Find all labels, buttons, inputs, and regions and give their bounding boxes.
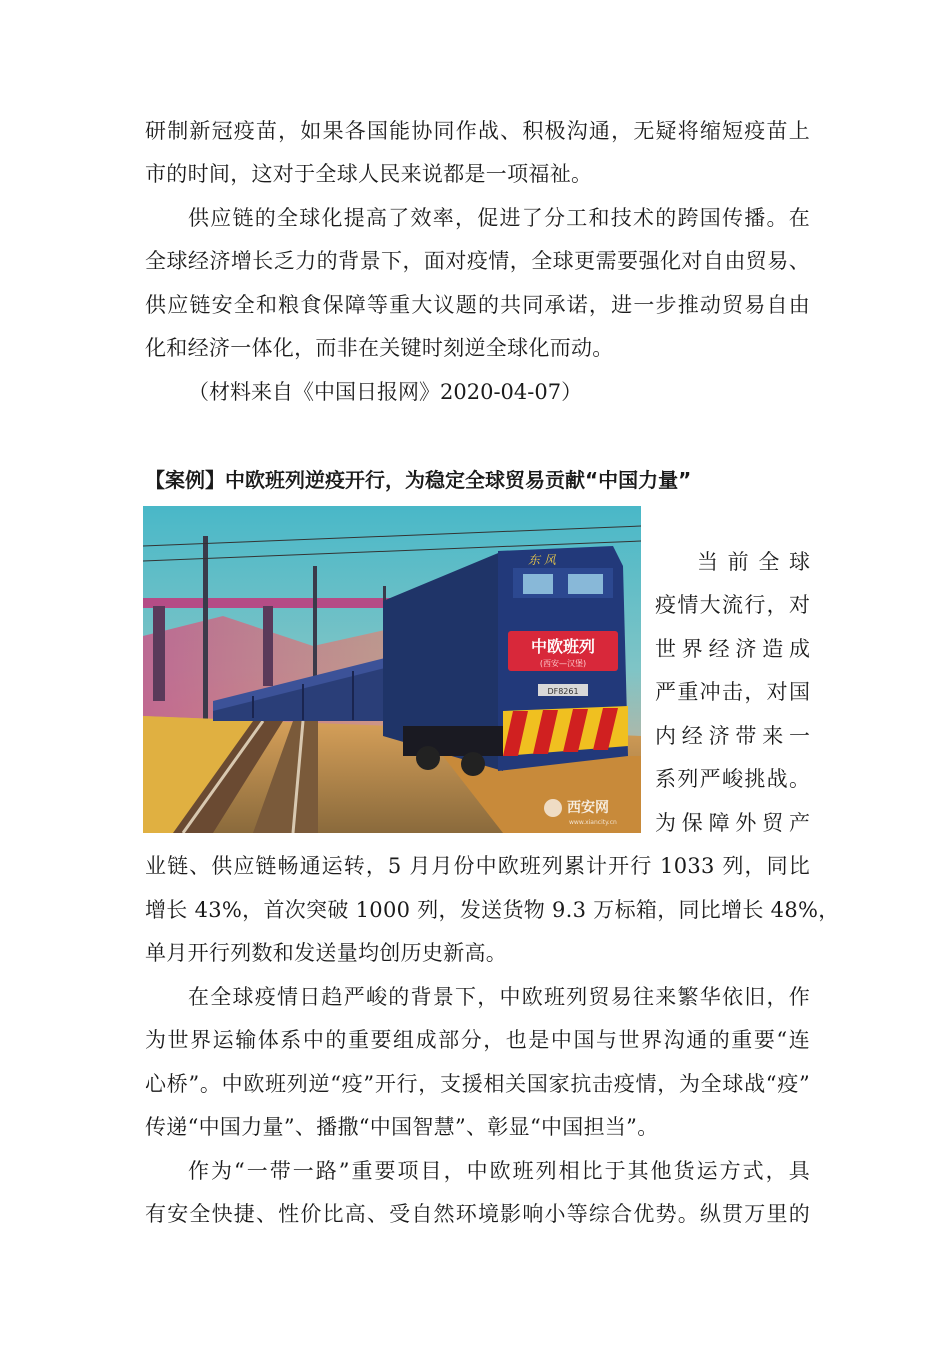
paragraph-line: 全球经济增长乏力的背景下，面对疫情，全球更需要强化对自由贸易、	[145, 249, 810, 273]
side-text-line: 严重冲击，对国	[655, 680, 810, 704]
side-text-line: 系列严峻挑战。	[655, 767, 810, 791]
side-text-line: 为保障外贸产	[655, 811, 810, 835]
banner-subtext: (西安—汉堡)	[539, 659, 587, 668]
paragraph-line: 供应链的全球化提高了效率，促进了分工和技术的跨国传播。在	[188, 206, 810, 230]
paragraph-line: 为世界运输体系中的重要组成部分，也是中国与世界沟通的重要“连	[145, 1028, 810, 1052]
paragraph-line: 研制新冠疫苗，如果各国能协同作战、积极沟通，无疑将缩短疫苗上	[145, 119, 810, 143]
paragraph-line: 有安全快捷、性价比高、受自然环境影响小等综合优势。纵贯万里的	[145, 1202, 810, 1226]
train-photo	[143, 506, 641, 833]
paragraph-line: 业链、供应链畅通运转，5 月月份中欧班列累计开行 1033 列，同比	[145, 854, 810, 878]
loco-number: DF8261	[547, 687, 579, 696]
loco-chars: 东 风	[528, 553, 556, 567]
side-text-line: 疫情大流行，对	[655, 593, 810, 617]
paragraph-line: 化和经济一体化，而非在关键时刻逆全球化而动。	[145, 336, 614, 360]
banner-text: 中欧班列	[530, 637, 596, 656]
paragraph-line: 增长 43%，首次突破 1000 列，发送货物 9.3 万标箱，同比增长 48%，	[145, 898, 840, 922]
paragraph-line: 作为“一带一路”重要项目，中欧班列相比于其他货运方式，具	[188, 1159, 810, 1183]
paragraph-line: 供应链安全和粮食保障等重大议题的共同承诺，进一步推动贸易自由	[145, 293, 810, 317]
source-citation: （材料来自《中国日报网》2020-04-07）	[188, 380, 583, 404]
side-text-line: 世界经济造成	[655, 637, 810, 661]
paragraph-line: 心桥”。中欧班列逆“疫”开行，支援相关国家抗击疫情，为全球战“疫”	[145, 1072, 810, 1096]
side-text-line: 当前全球	[697, 550, 810, 574]
paragraph-line: 传递“中国力量”、播撒“中国智慧”、彰显“中国担当”。	[145, 1115, 659, 1139]
case-title: 【案例】中欧班列逆疫开行，为稳定全球贸易贡献“中国力量”	[145, 468, 692, 492]
watermark-url: www.xiancity.cn	[569, 819, 617, 826]
paragraph-line: 市的时间，这对于全球人民来说都是一项福祉。	[145, 162, 593, 186]
watermark-text: 西安网	[567, 800, 609, 816]
side-text-line: 内经济带来一	[655, 724, 810, 748]
paragraph-line: 单月开行列数和发送量均创历史新高。	[145, 941, 508, 965]
paragraph-line: 在全球疫情日趋严峻的背景下，中欧班列贸易往来繁华依旧，作	[188, 985, 810, 1009]
